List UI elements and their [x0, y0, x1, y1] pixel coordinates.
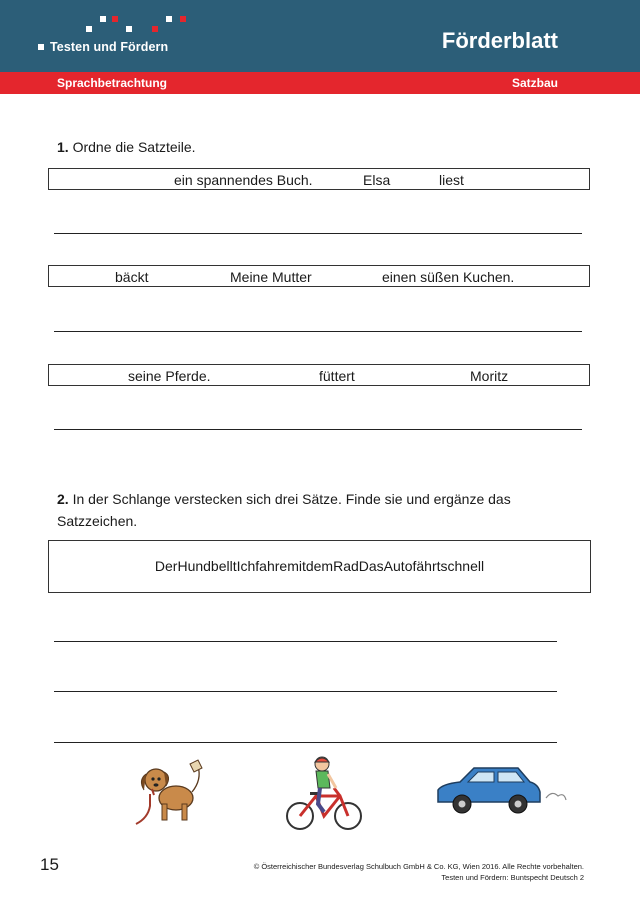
section-bar — [0, 72, 640, 94]
car-icon — [430, 764, 570, 820]
logo-text: Testen und Fördern — [50, 40, 169, 54]
section-label: Sprachbetrachtung — [57, 76, 168, 90]
task-text: Ordne die Satzteile. — [72, 139, 196, 155]
page-title: Förderblatt — [441, 28, 558, 53]
word-chip: liest — [439, 172, 464, 188]
word-box — [48, 265, 590, 287]
answer-line[interactable] — [54, 691, 557, 692]
answer-line[interactable] — [54, 331, 582, 332]
logo-square — [152, 26, 158, 32]
word-box — [48, 364, 590, 386]
answer-line[interactable] — [54, 233, 582, 234]
word-chip: Elsa — [363, 172, 391, 188]
bicycle-icon — [284, 754, 364, 834]
header-bar — [0, 0, 640, 72]
word-chip: ein spannendes Buch. — [174, 172, 313, 188]
logo-square — [126, 26, 132, 32]
logo-square — [180, 16, 186, 22]
task-number: 1. — [57, 139, 69, 155]
page-number: 15 — [40, 855, 59, 874]
word-chip: einen süßen Kuchen. — [382, 269, 515, 285]
answer-line[interactable] — [54, 429, 582, 430]
word-chip: Moritz — [470, 368, 509, 384]
answer-line[interactable] — [54, 641, 557, 642]
source-text: Testen und Fördern: Buntspecht Deutsch 2 — [441, 873, 584, 882]
answer-line[interactable] — [54, 742, 557, 743]
task-text: In der Schlange verstecken sich drei Sätze. Finde sie und ergänze das Satzzeichen. — [57, 491, 511, 529]
word-chip: seine Pferde. — [128, 368, 211, 384]
topic-label: Satzbau — [511, 76, 558, 90]
dog-icon — [128, 758, 208, 828]
word-chip: Meine Mutter — [230, 269, 312, 285]
logo-square — [166, 16, 172, 22]
word-snake-box — [48, 540, 591, 593]
word-snake: DerHundbelltIchfahremitdemRadDasAutofährtschnell — [154, 558, 485, 574]
word-chip: bäckt — [115, 269, 149, 285]
logo-square — [38, 44, 44, 50]
word-box — [48, 168, 590, 190]
copyright-text: © Österreichischer Bundesverlag Schulbuch GmbH & Co. KG, Wien 2016. Alle Rechte vorbehalten. — [253, 862, 584, 871]
word-chip: füttert — [319, 368, 355, 384]
logo-square — [112, 16, 118, 22]
task-2-instruction — [57, 488, 577, 532]
logo-square — [100, 16, 106, 22]
task-1-instruction — [57, 136, 196, 158]
task-number: 2. — [57, 491, 69, 507]
logo-square — [86, 26, 92, 32]
